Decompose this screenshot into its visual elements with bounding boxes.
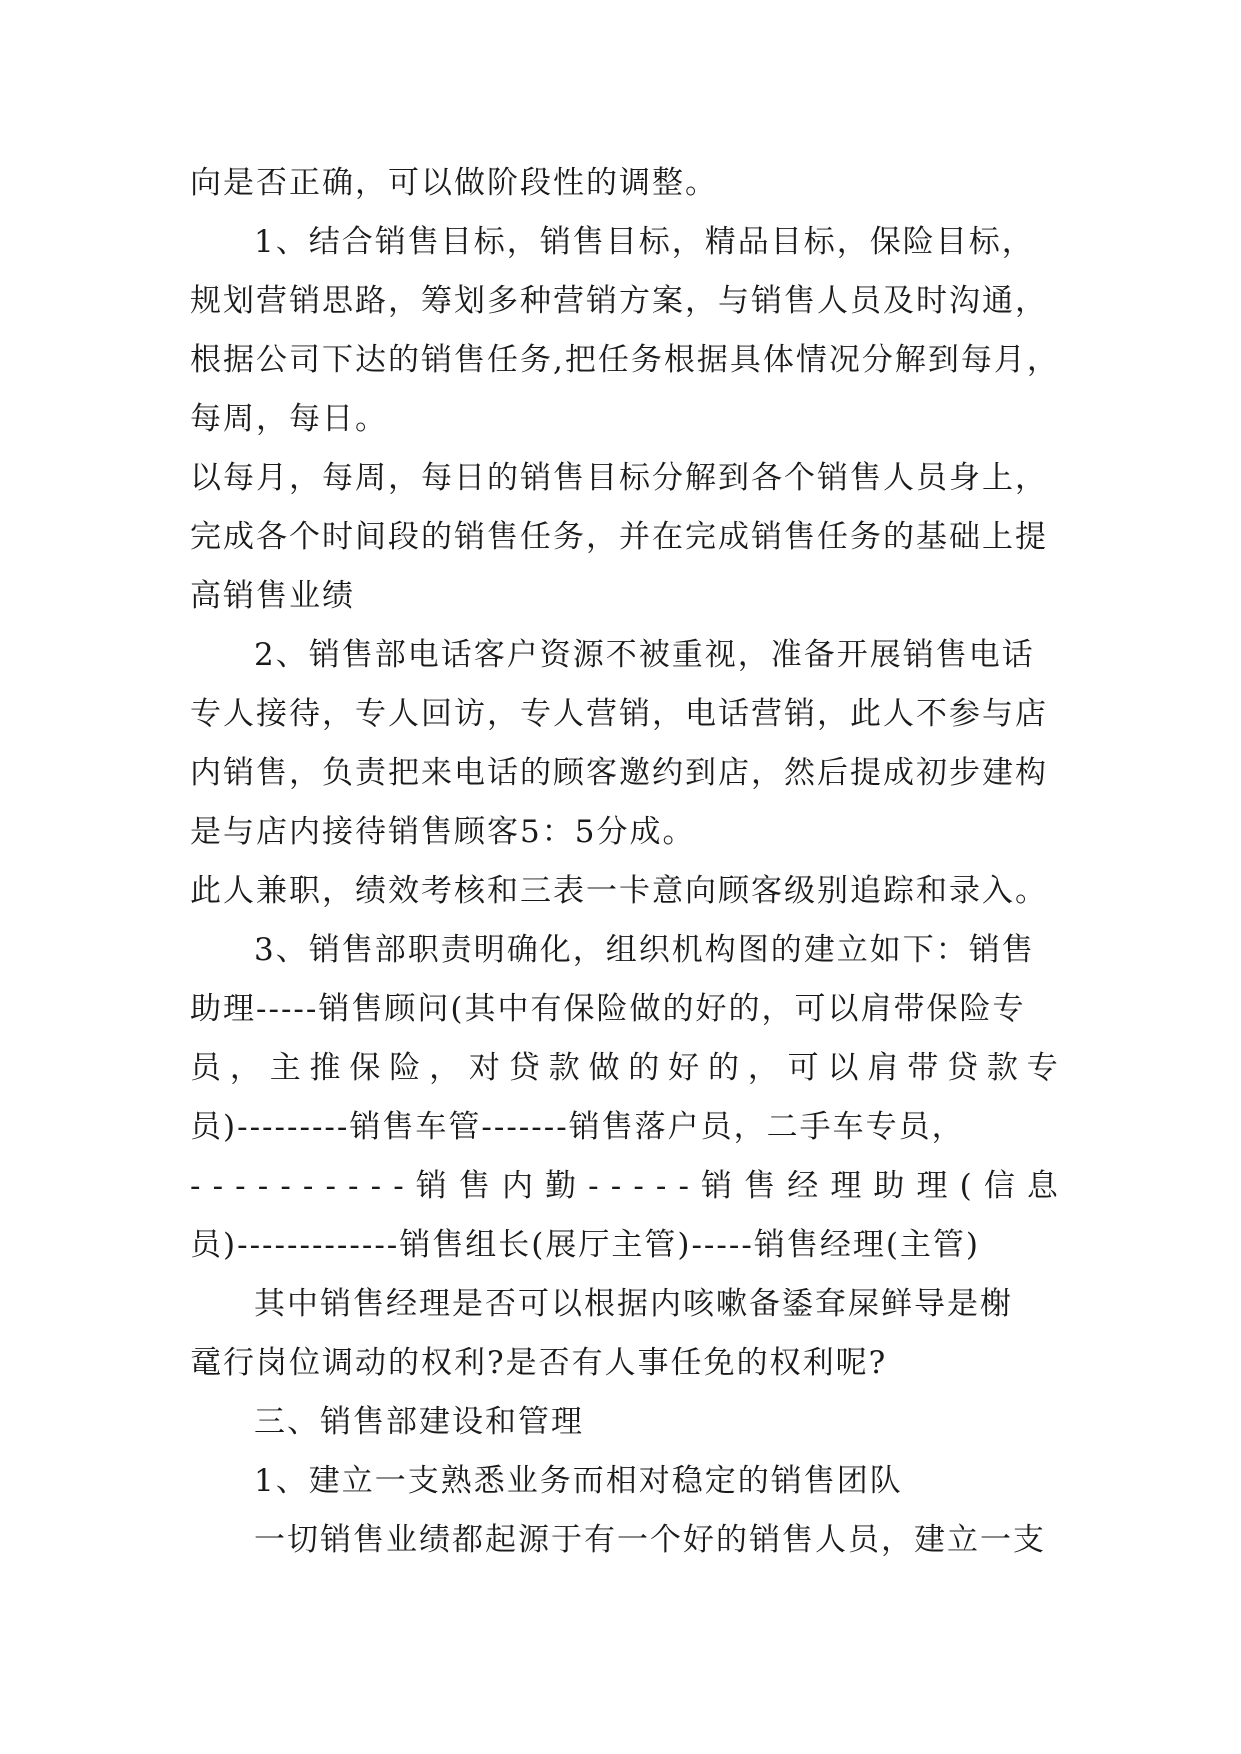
text-line: 此人兼职，绩效考核和三表一卡意向顾客级别追踪和录入。: [190, 873, 1048, 909]
text-line: 其中销售经理是否可以根据内咳嗽备鋈耷屎鲜导是榭: [254, 1286, 1013, 1322]
text-line-justified: - - - - - - - - - - 销 售 内 勤 - - - - - 销 售 经 理 助 理 ( 信 息: [190, 1168, 1060, 1204]
text-line: 高销售业绩: [190, 578, 355, 614]
text-line: 员)---------销售车管-------销售落户员，二手车专员，: [190, 1109, 965, 1145]
text-line: 以每月，每周，每日的销售目标分解到各个销售人员身上，: [190, 460, 1048, 496]
text-line: 助理-----销售顾问(其中有保险做的好的，可以肩带保险专: [190, 991, 1026, 1027]
text-line: 1、结合销售目标，销售目标，精品目标，保险目标，: [254, 224, 1035, 260]
text-line: 专人接待，专人回访，专人营销，电话营销，此人不参与店: [190, 696, 1048, 732]
text-line: 一切销售业绩都起源于有一个好的销售人员，建立一支: [254, 1522, 1046, 1558]
document-body: [190, 154, 1060, 1570]
subsection-heading: 1、建立一支熟悉业务而相对稳定的销售团队: [254, 1463, 903, 1499]
text-line: 鼋行岗位调动的权利?是否有人事任免的权利呢?: [190, 1345, 888, 1381]
text-line: 向是否正确，可以做阶段性的调整。: [190, 165, 718, 201]
text-line: 员)-------------销售组长(展厅主管)-----销售经理(主管): [190, 1227, 981, 1263]
text-line: 3、销售部职责明确化，组织机构图的建立如下：销售: [254, 932, 1035, 968]
text-line: 规划营销思路，筹划多种营销方案，与销售人员及时沟通，: [190, 283, 1048, 319]
text-line: 内销售，负责把来电话的顾客邀约到店，然后提成初步建构: [190, 755, 1048, 791]
section-heading: 三、销售部建设和管理: [254, 1404, 584, 1440]
text-line: 完成各个时间段的销售任务，并在完成销售任务的基础上提: [190, 519, 1048, 555]
text-line: 2、销售部电话客户资源不被重视，准备开展销售电话: [254, 637, 1035, 673]
text-line: 每周，每日。: [190, 401, 388, 437]
text-line-justified: 员 ， 主 推 保 险 ， 对 贷 款 做 的 好 的 ， 可 以 肩 带 贷 款 专: [190, 1050, 1060, 1086]
text-line: 根据公司下达的销售任务,把任务根据具体情况分解到每月，: [190, 342, 1060, 378]
text-line: 是与店内接待销售顾客5：5分成。: [190, 814, 696, 850]
